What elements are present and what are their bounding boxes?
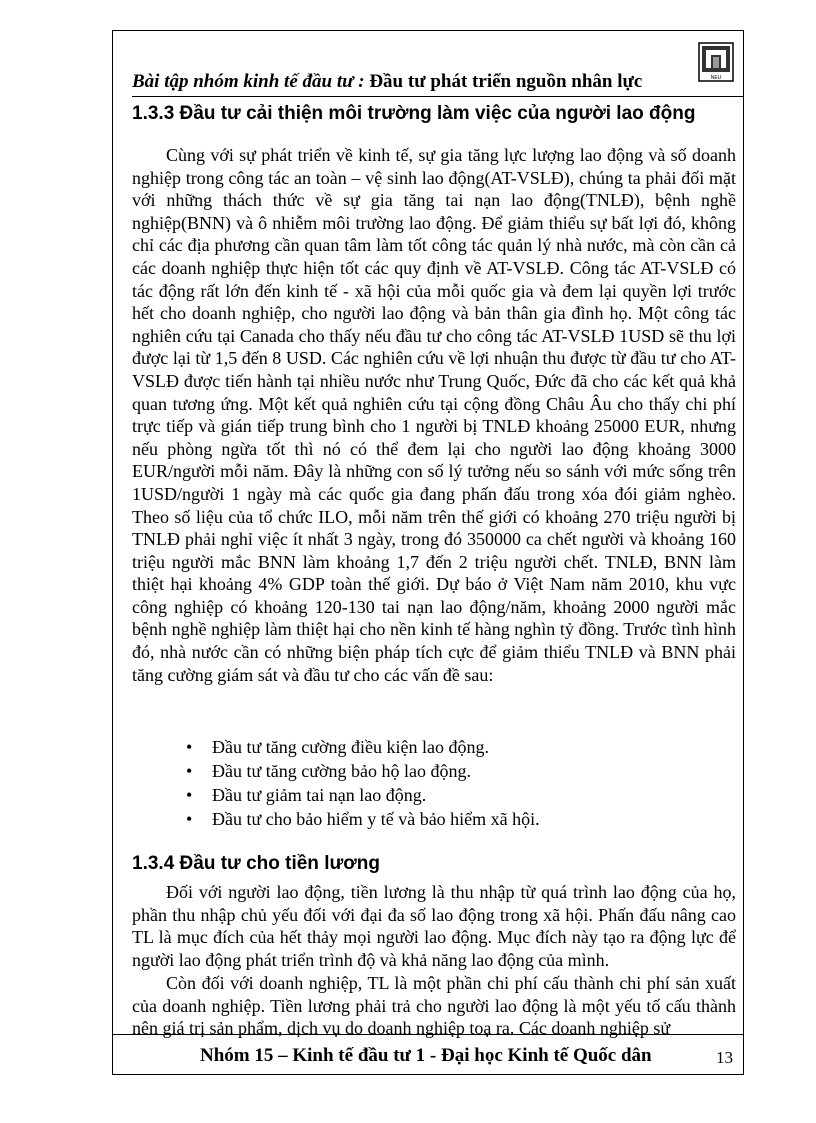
bullet-list xyxy=(186,735,706,831)
bullet-dot: • xyxy=(186,761,193,781)
header-label: Bài tập nhóm kinh tế đầu tư : xyxy=(132,71,365,92)
footer-rule xyxy=(112,1034,744,1035)
bullet-dot: • xyxy=(186,809,193,829)
list-item: • Đầu tư tăng cường bảo hộ lao động. xyxy=(186,761,471,781)
page-number: 13 xyxy=(716,1048,733,1067)
section-1-3-3-paragraph: Cùng với sự phát triển về kinh tế, sự gia tăng lực lượng lao động và số doanh nghiệp trong công tác an toàn – vệ sinh lao động(AT-VSLĐ), chúng ta phải đối mặt với những thách thức về sự gia tăng tai nạn lao động(TNLĐ), bệnh nghề nghiệp(BNN) và ô nhiễm môi trường lao động. Để giảm thiểu sự bất lợi đó, không chỉ các địa phương cần quan tâm làm tốt công tác quản lý nhà nước, mà còn cần cả các doanh nghiệp thực hiện tốt các quy định về AT-VSLĐ. Công tác AT-VSLĐ có tác động rất lớn đến kinh tế - xã hội của mỗi quốc gia và đem lại quyền lợi trước hết cho doanh nghiệp, cho người lao động và bản thân gia đình họ. Một công tác nghiên cứu tại Canada cho thấy nếu đầu tư cho công tác AT-VSLĐ 1USD sẽ thu lợi được lại từ 1,5 đến 8 USD. Các nghiên cứu về lợi nhuận thu được từ đầu tư cho AT-VSLĐ được tiến hành tại nhiều nước như Trung Quốc, Đức đã cho các kết quả khả quan tương ứng. Một kết quả nghiên cứu tại cộng đồng Châu Âu cho thấy chi phí trực tiếp và gián tiếp trung bình cho 1 người bị TNLĐ khoảng 25000 EUR, nhưng nếu phòng ngừa tốt thì nó có thể đem lại cho người lao động khoảng 3000 EUR/người mỗi năm. Đây là những con số lý tưởng nếu so sánh với mức sống trên 1USD/người 1 ngày mà các quốc gia đang phấn đấu trong xóa đói giảm nghèo. Theo số liệu của tổ chức ILO, mỗi năm trên thế giới có khoảng 270 triệu người bị TNLĐ phải nghỉ việc ít nhất 3 ngày, trong đó 350000 ca chết người và khoảng 160 triệu người mắc BNN làm khoảng 1,7 đến 2 triệu người chết. TNLĐ, BNN làm thiệt hại khoảng 4% GDP toàn thế giới. Dự báo ở Việt Nam năm 2010, khu vực công nghiệp có khoảng 120-130 tai nạn lao động/năm, khoảng 2000 người mắc bệnh nghề nghiệp làm thiệt hại cho nền kinh tế hàng nghìn tỷ đồng. Trước tình hình đó, nhà nước cần có những biện pháp tích cực để giảm thiểu TNLĐ và BNN phải tăng cường giám sát và đầu tư cho các vấn đề sau: xyxy=(132,145,736,685)
bullet-dot: • xyxy=(186,785,193,805)
section-1-3-4-title: 1.3.4 Đầu tư cho tiền lương xyxy=(132,853,380,874)
page-header xyxy=(132,70,732,94)
header-rule xyxy=(132,96,744,97)
section-1-3-4-paragraph-1: Đối với người lao động, tiền lương là thu nhập từ quá trình lao động của họ, phần thu nhập chủ yếu đối với đại đa số lao động trong xã hội. Phấn đấu nâng cao TL là mục đích của hết thảy mọi người lao động. Mục đích này tạo ra động lực để người lao động phát triển trình độ và khả năng lao động của mình. xyxy=(132,882,736,970)
bullet-dot: • xyxy=(186,737,193,757)
list-item: • Đầu tư cho bảo hiểm y tế và bảo hiểm xã hội. xyxy=(186,809,540,829)
header-topic: Đầu tư phát triển nguồn nhân lực xyxy=(364,71,643,92)
list-item: • Đầu tư tăng cường điều kiện lao động. xyxy=(186,737,489,757)
section-1-3-3-title: 1.3.3 Đầu tư cải thiện môi trường làm việc của người lao động xyxy=(132,103,696,124)
logo-text: NEU xyxy=(710,75,722,81)
section-1-3-4-paragraph-2: Còn đối với doanh nghiệp, TL là một phần chi phí cấu thành chi phí sản xuất của doanh nghiệp. Tiền lương phải trả cho người lao động là một yếu tố cấu thành nên giá trị sản phẩm, dịch vụ do doanh nghiệp toạ ra. Các doanh nghiệp sử xyxy=(132,973,736,1039)
list-item: • Đầu tư giảm tai nạn lao động. xyxy=(186,785,427,805)
footer-text: Nhóm 15 – Kinh tế đầu tư 1 - Đại học Kinh tế Quốc dân xyxy=(200,1045,652,1066)
